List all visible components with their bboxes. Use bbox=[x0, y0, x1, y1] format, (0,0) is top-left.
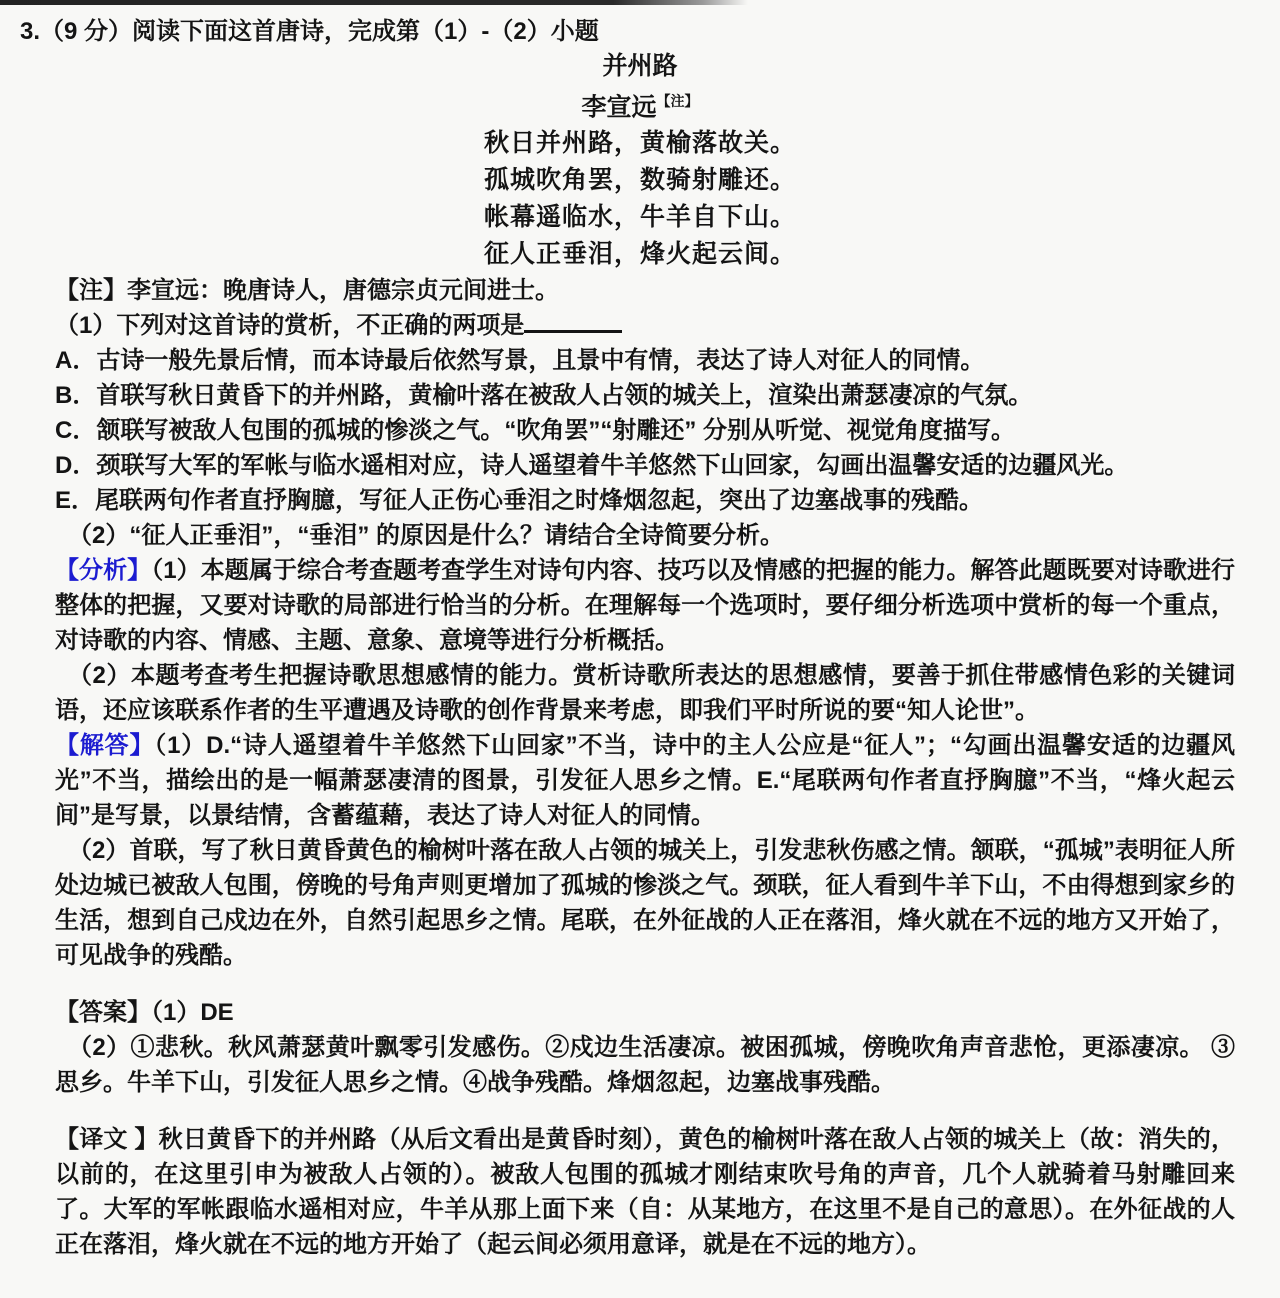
poem-author-note-mark: 【注】 bbox=[656, 93, 699, 109]
poem-block bbox=[0, 49, 1280, 273]
question-header: 3.（9 分）阅读下面这首唐诗，完成第（1）-（2）小题 bbox=[20, 18, 599, 45]
poem-line: 孤城吹角罢，数骑射雕还。 bbox=[483, 166, 796, 195]
translation-paragraph bbox=[55, 1122, 1235, 1262]
answer-label: 【答案】 bbox=[55, 999, 151, 1027]
page-top-divider bbox=[0, 0, 748, 5]
analysis-text-1: （1）本题属于综合考查题考查学生对诗句内容、技巧以及情感的把握的能力。解答此题既要对诗歌进行整体的把握，又要对诗歌的局部进行恰当的分析。在理解每一个选项时，要仔细分析选项中赏析的每一个重点，对诗歌的内容、情感、主题、意象、意境等进行分析概括。 bbox=[55, 557, 1235, 655]
question1-stem-line bbox=[55, 308, 1235, 343]
option-b: B．首联写秋日黄昏下的并州路，黄榆叶落在被敌人占领的城关上，渲染出萧瑟凄凉的气氛。 bbox=[55, 382, 1033, 410]
analysis-paragraph-1 bbox=[55, 553, 1235, 658]
option-c: C．颔联写被敌人包围的孤城的惨淡之气。“吹角罢”“射雕还” 分别从听觉、视觉角度描写。 bbox=[55, 417, 1015, 445]
analysis-paragraph-2: （2）本题考查考生把握诗歌思想感情的能力。赏析诗歌所表达的思想感情，要善于抓住带感情色彩的关键词语，还应该联系作者的生平遭遇及诗歌的创作背景来考虑，即我们平时所说的要“知人论世”。 bbox=[55, 662, 1235, 725]
poem-line: 帐幕遥临水，牛羊自下山。 bbox=[483, 203, 796, 232]
answer-line-1 bbox=[55, 995, 1235, 1030]
solution-text-1: （1）D.“诗人遥望着牛羊悠然下山回家”不当，诗中的主人公应是“征人”；“勾画出温馨安适的边疆风光”不当，描绘出的是一幅萧瑟凄清的图景，引发征人思乡之情。E.“尾联两句作者直抒胸臆”不当，“烽火起云间”是写景，以景结情，含蓄蕴藉，表达了诗人对征人的同情。 bbox=[55, 732, 1235, 830]
main-content bbox=[55, 273, 1235, 1262]
solution-paragraph-1 bbox=[55, 728, 1235, 833]
answer-blank-underline bbox=[524, 326, 622, 333]
poem-line: 秋日并州路，黄榆落故关。 bbox=[483, 129, 796, 158]
option-a: A．古诗一般先景后情，而本诗最后依然写景，且景中有情，表达了诗人对征人的同情。 bbox=[55, 347, 985, 375]
poem-title: 并州路 bbox=[602, 52, 678, 80]
solution-label: 【解答】 bbox=[55, 732, 155, 760]
poem-line: 征人正垂泪，烽火起云间。 bbox=[483, 240, 796, 269]
option-d: D．颈联写大军的军帐与临水遥相对应，诗人遥望着牛羊悠然下山回家，勾画出温馨安适的边疆风光。 bbox=[55, 452, 1129, 480]
option-e: E．尾联两句作者直抒胸臆，写征人正伤心垂泪之时烽烟忽起，突出了边塞战事的残酷。 bbox=[55, 487, 984, 515]
question2-line: （2）“征人正垂泪”，“垂泪” 的原因是什么？请结合全诗简要分析。 bbox=[68, 522, 785, 550]
question1-stem: （1）下列对这首诗的赏析，不正确的两项是 bbox=[55, 312, 525, 340]
translation-label: 【译文 】 bbox=[55, 1126, 159, 1154]
poem-author bbox=[0, 84, 1280, 125]
answer-value: （1）DE bbox=[151, 999, 234, 1027]
translation-text: 秋日黄昏下的并州路（从后文看出是黄昏时刻），黄色的榆树叶落在敌人占领的城关上（故：消失的，以前的，在这里引申为被敌人占领的）。被敌人包围的孤城才刚结束吹号角的声音，几个人就骑着马射雕回来了。大军的军帐跟临水遥相对应，牛羊从那上面下来（自：从某地方，在这里不是自己的意思）。在外征战的人正在落泪，烽火就在不远的地方开始了（起云间必须用意译，就是在不远的地方）。 bbox=[55, 1126, 1235, 1259]
solution-paragraph-2: （2）首联，写了秋日黄昏黄色的榆树叶落在敌人占领的城关上，引发悲秋伤感之情。颔联，“孤城”表明征人所处边城已被敌人包围，傍晚的号角声则更增加了孤城的惨淡之气。颈联，征人看到牛羊下山，不由得想到家乡的生活，想到自己戍边在外，自然引起思乡之情。尾联，在外征战的人正在落泪，烽火就在不远的地方又开始了，可见战争的残酷。 bbox=[55, 837, 1235, 970]
author-note-line: 【注】李宣远：晚唐诗人，唐德宗贞元间进士。 bbox=[55, 277, 559, 305]
answer-line-2: （2）①悲秋。秋风萧瑟黄叶飘零引发感伤。②戍边生活凄凉。被困孤城，傍晚吹角声音悲怆，更添凄凉。 ③思乡。牛羊下山，引发征人思乡之情。④战争残酷。烽烟忽起，边塞战事残酷。 bbox=[55, 1034, 1235, 1097]
analysis-label: 【分析】 bbox=[55, 557, 152, 585]
poem-author-name: 李宣远 bbox=[581, 93, 657, 122]
